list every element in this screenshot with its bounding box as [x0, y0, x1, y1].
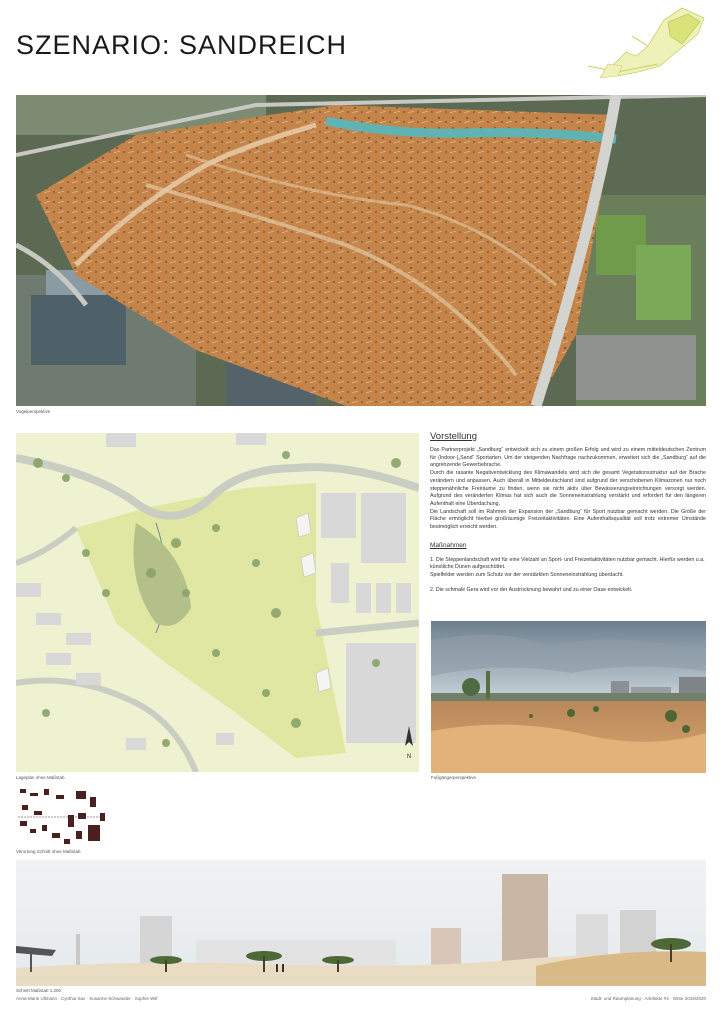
page-title: SZENARIO: SANDREICH [16, 30, 348, 60]
aerial-caption: Vogelperspektive [16, 409, 51, 414]
text-column [430, 431, 706, 602]
massnahmen-item-2: 2. Die schmale Gera wird vor der Austrocknung bewahrt und zu einer Oase entwickelt. [430, 586, 633, 593]
vorstellung-paragraph-3: Die Landschaft soll im Rahmen der Expansion der „Sandburg“ für Sport nutzbar gemacht werden. Die Größe der Fläche ermöglicht hierbei großräumige Freizeitaktivitäten. Eine Aufenthaltsqualität soll trotz extremer Umstände bestmöglich erreicht werden. [430, 508, 706, 531]
massnahmen-item-1: 1. Die Steppenlandschaft wird für eine Vielzahl an Sport- und Freizeitaktivitäten nutzbar gemacht. Hierfür werden u.a. künstliche Dünen aufgeschüttet. [430, 556, 705, 571]
vorstellung-paragraph-2: Durch die rasante Negativentwicklung des Klimawandels wird sich die gesamt Vegetationsstruktur auf der Brache verändern und anpassen. Auch überall in Mitteldeutschland sind aufgrund der verschobenen Klimazonen nur noch steppenähnliche Freiräume zu finden, wenn sie nicht aktiv über Bewässerungseinrichtungen versorgt werden. Aufgrund des veränderten Klimas hat sich auch die Sonneneinstrahlung verstärkt und erfordert für den längeren Aufenthalt eine Überdachung. [430, 470, 706, 507]
massnahmen-item-1b: Spielfelder werden zum Schutz vor der verstärkten Sonneneinstrahlung überdacht. [430, 572, 624, 579]
section-elevation-image [16, 860, 706, 986]
vorstellung-paragraph-1: Das Partnerprojekt „Sandburg“ entwickelt sich zu einem großen Erfolg und wird zu einem mitteldeutschen Zentrum für (Indoor-)„Sand“ Sportarten. Um der steigenden Nachfrage nachzukommen, erweitert sich die „Sandburg“ auf die angrenzende Gewerbebrache. [430, 447, 706, 469]
vorstellung-heading: Vorstellung [430, 431, 478, 442]
photo-caption: Fußgängerperspektive [431, 775, 477, 780]
site-plan-map [16, 433, 419, 772]
pedestrian-view-photo [431, 621, 706, 773]
north-arrow-label: N [406, 754, 412, 760]
section-caption: Schnitt Maßstab 1:200 [16, 988, 62, 993]
scheme-caption: Verortung Schnitt ohne Maßstab [16, 849, 81, 854]
section-location-scheme [16, 785, 106, 847]
plan-caption: Lageplan ohne Maßstab [16, 775, 65, 780]
footer-authors: Anna-Marie Ullmann · Cynthia Sax · Susanne Schwander · Sophie Will [16, 996, 158, 1001]
massnahmen-heading: Maßnahmen [430, 541, 467, 549]
footer-course: Stadt- und Raumplanung · Artefakte #4 · WiSe 2019/2020 [590, 996, 706, 1001]
key-map-illustration [578, 6, 710, 84]
aerial-view-image [16, 95, 706, 406]
